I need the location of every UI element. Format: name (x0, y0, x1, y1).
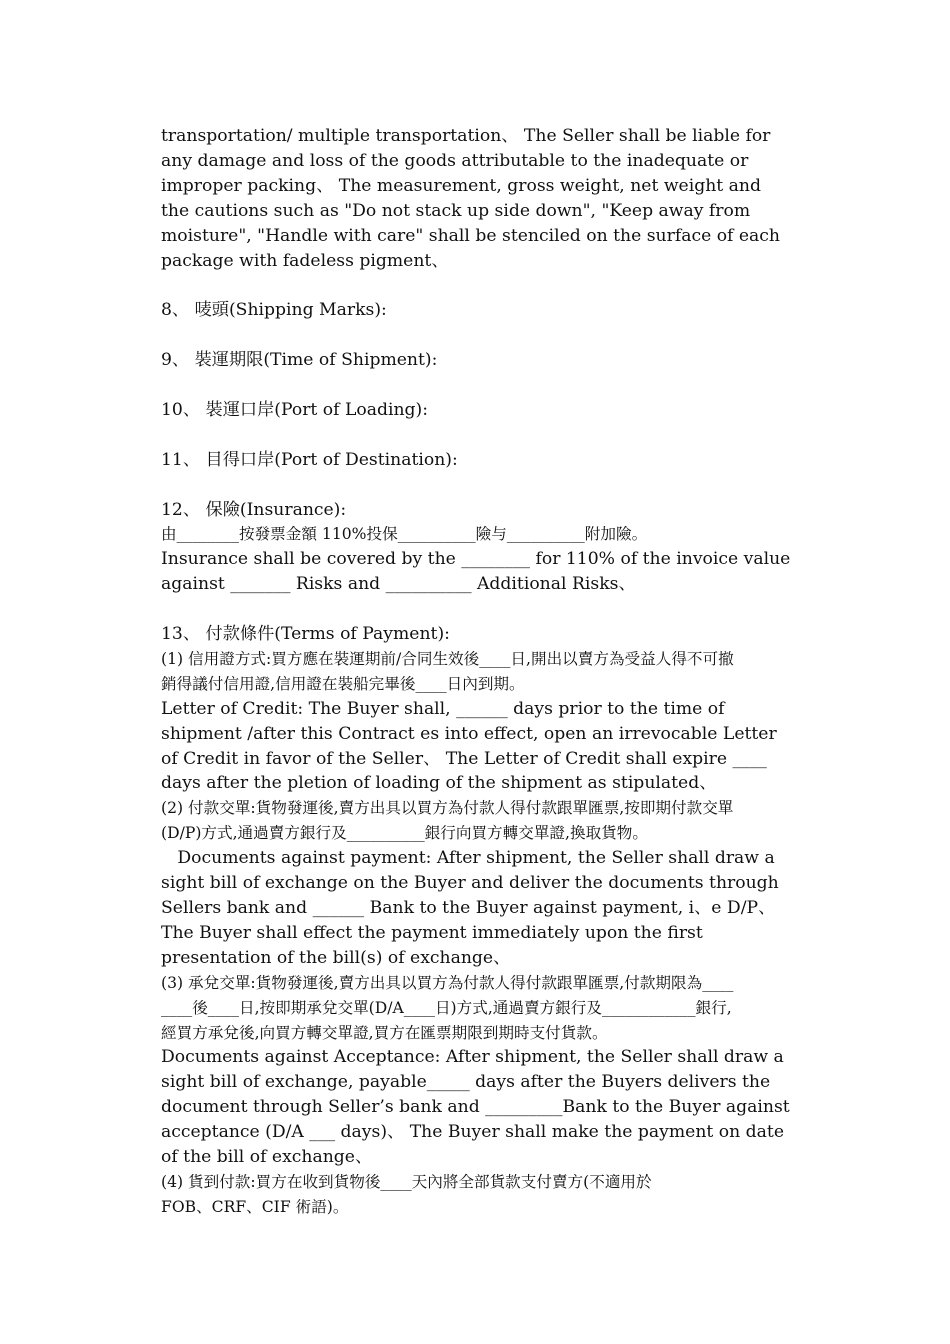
text-line: improper packing、 The measurement, gross weight, net weight and (161, 175, 761, 196)
spacer (161, 273, 821, 298)
da-en-line: Documents against Acceptance: After shipment, the Seller shall draw a (161, 1047, 784, 1068)
port-of-loading-heading: 10、 裝運口岸(Port of Loading): (161, 399, 429, 420)
insurance-section (161, 498, 821, 598)
shipping-marks-heading: 8、 唛頭(Shipping Marks): (161, 300, 387, 321)
cod-zh-line: (4) 貨到付款:買方在收到貨物後____天內將全部貨款支付賣方(不適用於 (161, 1172, 652, 1191)
dp-en-line: Documents against payment: After shipment, the Seller shall draw a (161, 848, 775, 869)
dp-en-line: Sellers bank and ______ Bank to the Buyer against payment, i、e D/P、 (161, 898, 776, 918)
da-zh-line: (3) 承兌交單:貨物發運後,賣方出具以買方為付款人得付款跟單匯票,付款期限為____ (161, 973, 734, 992)
da-zh-line: ____後____日,按即期承兌交單(D/A____日)方式,通過賣方銀行及____________銀行, (161, 998, 732, 1017)
lc-en-line: Letter of Credit: The Buyer shall, ______ days prior to the time of (161, 698, 725, 719)
dp-en-line: The Buyer shall effect the payment immediately upon the first (161, 922, 703, 943)
dp-zh-line: (2) 付款交單:貨物發運後,賣方出具以買方為付款人得付款跟單匯票,按即期付款交單 (161, 799, 734, 818)
text-line: moisture", "Handle with care" shall be stenciled on the surface of each (161, 225, 780, 246)
cod-zh-line: FOB、CRF、CIF 術語)。 (161, 1197, 349, 1216)
da-en-line: document through Seller’s bank and _________Bank to the Buyer against (161, 1097, 790, 1118)
spacer (161, 473, 821, 498)
insurance-heading: 12、 保險(Insurance): (161, 499, 347, 520)
da-zh-line: 經買方承兌後,向買方轉交單證,買方在匯票期限到期時支付貨款。 (161, 1023, 608, 1042)
text-line: transportation/ multiple transportation、 The Seller shall be liable for (161, 126, 771, 146)
contract-page (161, 124, 821, 1220)
lc-en-line: of Credit in favor of the Seller、 The Letter of Credit shall expire ____ (161, 748, 767, 769)
payment-heading: 13、 付款條件(Terms of Payment): (161, 624, 450, 645)
spacer (161, 597, 821, 622)
payment-section (161, 622, 821, 1220)
spacer (161, 373, 821, 398)
time-of-shipment-heading: 9、 裝運期限(Time of Shipment): (161, 350, 438, 371)
text-line: any damage and loss of the goods attributable to the inadequate or (161, 150, 749, 171)
text-line: package with fadeless pigment、 (161, 250, 449, 271)
packing-paragraph (161, 124, 821, 273)
spacer (161, 323, 821, 348)
da-en-line: sight bill of exchange, payable_____ days after the Buyers delivers the (161, 1072, 771, 1093)
da-en-line: acceptance (D/A ___ days)、 The Buyer shall make the payment on date (161, 1122, 784, 1143)
spacer (161, 423, 821, 448)
port-of-destination-heading: 11、 目得口岸(Port of Destination): (161, 449, 458, 470)
lc-en-line: shipment /after this Contract es into effect, open an irrevocable Letter (161, 723, 777, 744)
insurance-en-line: against _______ Risks and __________ Additional Risks、 (161, 574, 636, 595)
lc-zh-line: 銷得議付信用證,信用證在裝船完畢後____日內到期。 (161, 674, 525, 693)
dp-zh-line: (D/P)方式,通過賣方銀行及__________銀行向買方轉交單證,換取貨物。 (161, 824, 648, 843)
dp-en-line: sight bill of exchange on the Buyer and deliver the documents through (161, 873, 779, 894)
lc-zh-line: (1) 信用證方式:買方應在裝運期前/合同生效後____日,開出以賣方為受益人得不可撤 (161, 649, 734, 668)
dp-en-line: presentation of the bill(s) of exchange、 (161, 947, 511, 968)
text-line: the cautions such as "Do not stack up side down", "Keep away from (161, 200, 751, 221)
da-en-line: of the bill of exchange、 (161, 1147, 373, 1168)
insurance-en-line: Insurance shall be covered by the ________ for 110% of the invoice value (161, 549, 791, 570)
insurance-zh-line: 由________按發票金額 110%投保__________險与__________附加險。 (161, 525, 648, 544)
lc-en-line: days after the pletion of loading of the shipment as stipulated、 (161, 773, 717, 794)
